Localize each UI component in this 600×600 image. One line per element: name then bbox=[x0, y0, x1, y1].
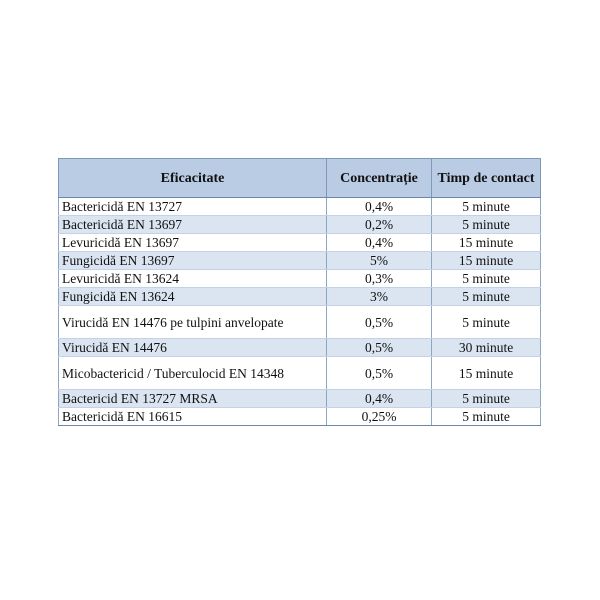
efficacy-cell: Micobactericid / Tuberculocid EN 14348 bbox=[59, 357, 327, 390]
contact-time-cell: 5 minute bbox=[432, 408, 541, 426]
efficacy-cell: Bactericid EN 13727 MRSA bbox=[59, 390, 327, 408]
table-row bbox=[59, 288, 541, 306]
concentration-cell: 0,4% bbox=[327, 198, 432, 216]
contact-time-cell: 15 minute bbox=[432, 234, 541, 252]
efficacy-cell: Bactericidă EN 16615 bbox=[59, 408, 327, 426]
contact-time-cell: 5 minute bbox=[432, 198, 541, 216]
concentration-cell: 3% bbox=[327, 288, 432, 306]
efficacy-cell: Fungicidă EN 13624 bbox=[59, 288, 327, 306]
efficacy-cell: Bactericidă EN 13727 bbox=[59, 198, 327, 216]
efficacy-cell: Virucidă EN 14476 bbox=[59, 339, 327, 357]
concentration-cell: 0,2% bbox=[327, 216, 432, 234]
contact-time-cell: 5 minute bbox=[432, 216, 541, 234]
concentration-cell: 0,4% bbox=[327, 390, 432, 408]
efficacy-cell: Fungicidă EN 13697 bbox=[59, 252, 327, 270]
table-row bbox=[59, 252, 541, 270]
table-row bbox=[59, 408, 541, 426]
table-row bbox=[59, 339, 541, 357]
table-row bbox=[59, 390, 541, 408]
efficacy-cell: Levuricidă EN 13624 bbox=[59, 270, 327, 288]
concentration-cell: 0,5% bbox=[327, 357, 432, 390]
table-row bbox=[59, 306, 541, 339]
table-row bbox=[59, 216, 541, 234]
concentration-cell: 0,25% bbox=[327, 408, 432, 426]
efficacy-cell: Levuricidă EN 13697 bbox=[59, 234, 327, 252]
table-header-row bbox=[59, 159, 541, 198]
contact-time-cell: 5 minute bbox=[432, 390, 541, 408]
header-contact-time: Timp de contact bbox=[432, 159, 541, 198]
header-concentration: Concentrație bbox=[327, 159, 432, 198]
contact-time-cell: 15 minute bbox=[432, 357, 541, 390]
efficacy-table bbox=[58, 158, 541, 426]
concentration-cell: 0,5% bbox=[327, 306, 432, 339]
concentration-cell: 5% bbox=[327, 252, 432, 270]
header-efficacy: Eficacitate bbox=[59, 159, 327, 198]
contact-time-cell: 5 minute bbox=[432, 288, 541, 306]
concentration-cell: 0,5% bbox=[327, 339, 432, 357]
contact-time-cell: 30 minute bbox=[432, 339, 541, 357]
concentration-cell: 0,4% bbox=[327, 234, 432, 252]
efficacy-cell: Virucidă EN 14476 pe tulpini anvelopate bbox=[59, 306, 327, 339]
contact-time-cell: 5 minute bbox=[432, 306, 541, 339]
table-row bbox=[59, 270, 541, 288]
table-row bbox=[59, 198, 541, 216]
table-row bbox=[59, 357, 541, 390]
contact-time-cell: 5 minute bbox=[432, 270, 541, 288]
efficacy-cell: Bactericidă EN 13697 bbox=[59, 216, 327, 234]
table-row bbox=[59, 234, 541, 252]
contact-time-cell: 15 minute bbox=[432, 252, 541, 270]
concentration-cell: 0,3% bbox=[327, 270, 432, 288]
